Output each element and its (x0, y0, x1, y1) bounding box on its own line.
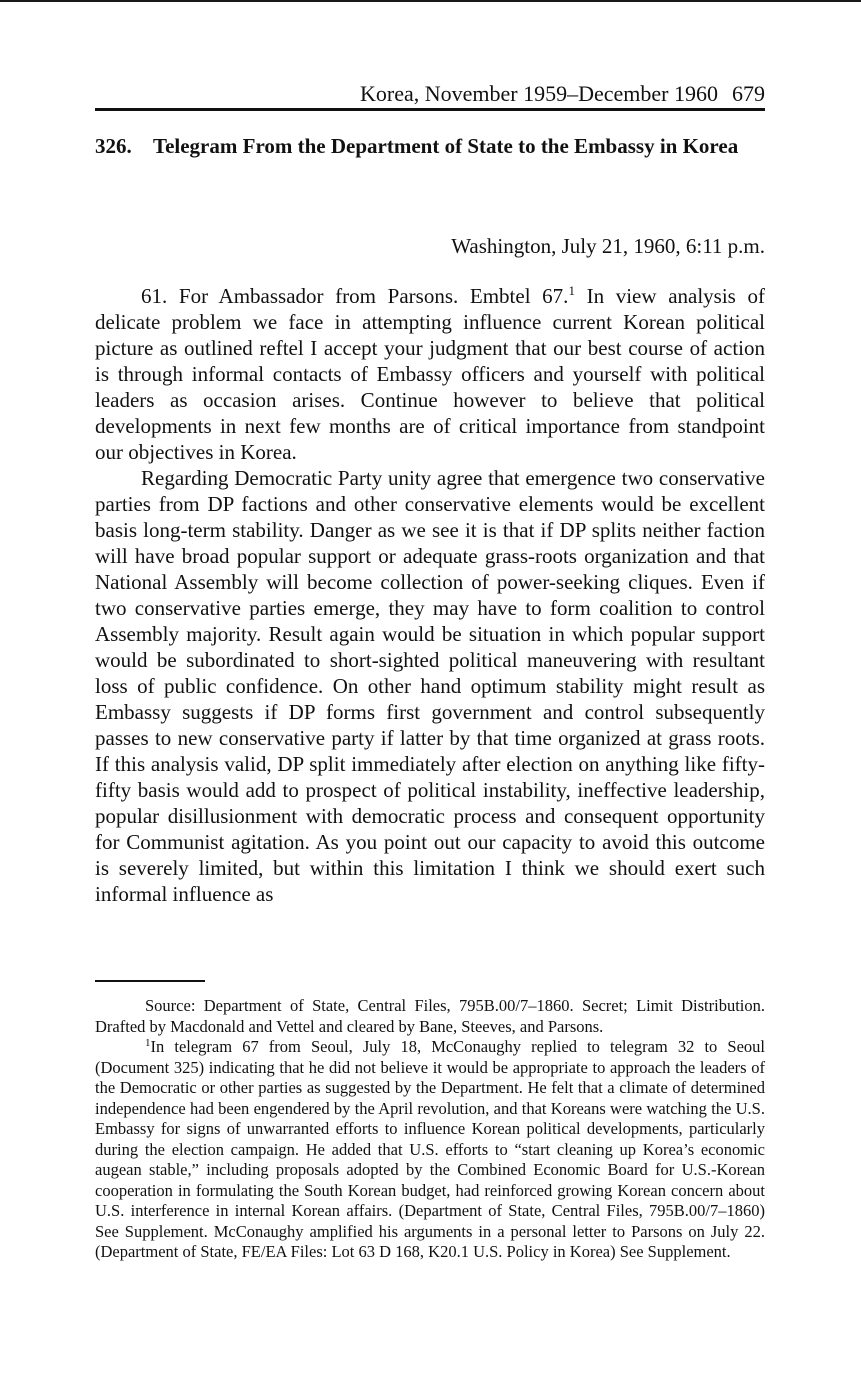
document-heading (95, 133, 765, 160)
body-paragraph-1 (95, 283, 765, 465)
footnote-1 (95, 1037, 765, 1263)
document-title: Telegram From the Department of State to the Embassy in Korea (153, 134, 739, 158)
footnotes (95, 996, 765, 1263)
source-note: Source: Department of State, Central Files, 795B.00/7–1860. Secret; Limit Distribution. Drafted by Macdonald and Vettel and cleared by Bane, Steeves, and Parsons. (95, 996, 765, 1036)
paragraph-1-text: In view analysis of delicate problem we face in attempting influence current Korean political picture as outlined reftel I accept your judgment that our best course of action is through informal contacts of Embassy officers and yourself with political leaders as occasion arises. Continue however to believe that political developments in next few months are of critical importance from standpoint our objectives in Korea. (95, 284, 765, 464)
footnote-1-text: In telegram 67 from Seoul, July 18, McConaughy replied to telegram 32 to Seoul (Document 325) indicating that he did not believe it would be appropriate to approach the leaders of the Democratic or other parties as suggested by the Department. He felt that a climate of determined independence had been engendered by the April revolution, and that Koreans were watching the U.S. Embassy for signs of unwarranted efforts to influence Korean political developments, particularly during the election campaign. He added that U.S. efforts to “start cleaning up Korea’s economic augean stable,” including proposals adopted by the Combined Economic Board for U.S.-Korean cooperation in formulating the South Korean budget, had reinforced growing Korean concern about U.S. interference in internal Korean affairs. (Department of State, Central Files, 795B.00/7–1860) See Supplement. McConaughy amplified his arguments in a personal letter to Parsons on July 22. (Department of State, FE/EA Files: Lot 63 D 168, K20.1 U.S. Policy in Korea) See Supplement. (95, 1037, 765, 1261)
document-number: 326. (95, 134, 132, 158)
paragraph-1-opening: 61. For Ambassador from Parsons. Embtel 67. (141, 284, 569, 308)
running-head (95, 80, 765, 108)
page-top-edge (0, 0, 861, 2)
footnote-reference-1: 1 (568, 283, 575, 298)
footnote-1-marker: 1 (145, 1037, 151, 1049)
running-head-title: Korea, November 1959–December 1960 (360, 81, 718, 106)
dateline: Washington, July 21, 1960, 6:11 p.m. (451, 234, 765, 258)
footnote-rule (95, 980, 205, 982)
telegram-body (95, 283, 765, 907)
page-number: 679 (732, 81, 765, 106)
header-rule (95, 108, 765, 111)
body-paragraph-2: Regarding Democratic Party unity agree that emergence two conservative parties from DP factions and other conservative elements would be excellent basis long-term stability. Danger as we see it is that if DP splits neither faction will have broad popular support or adequate grass-roots organization and that National Assembly will become collection of power-seeking cliques. Even if two conservative parties emerge, they may have to form coalition to control Assembly majority. Result again would be situation in which popular support would be subordinated to short-sighted political maneuvering with resultant loss of public confidence. On other hand optimum stability might result as Embassy suggests if DP forms first government and control subsequently passes to new conservative party if latter by that time organized at grass roots. If this analysis valid, DP split immediately after election on anything like fifty-fifty basis would add to prospect of political instability, ineffective leadership, popular disillusionment with democratic process and consequent opportunity for Communist agitation. As you point out our capacity to avoid this outcome is severely limited, but within this limitation I think we should exert such informal influence as (95, 466, 765, 906)
